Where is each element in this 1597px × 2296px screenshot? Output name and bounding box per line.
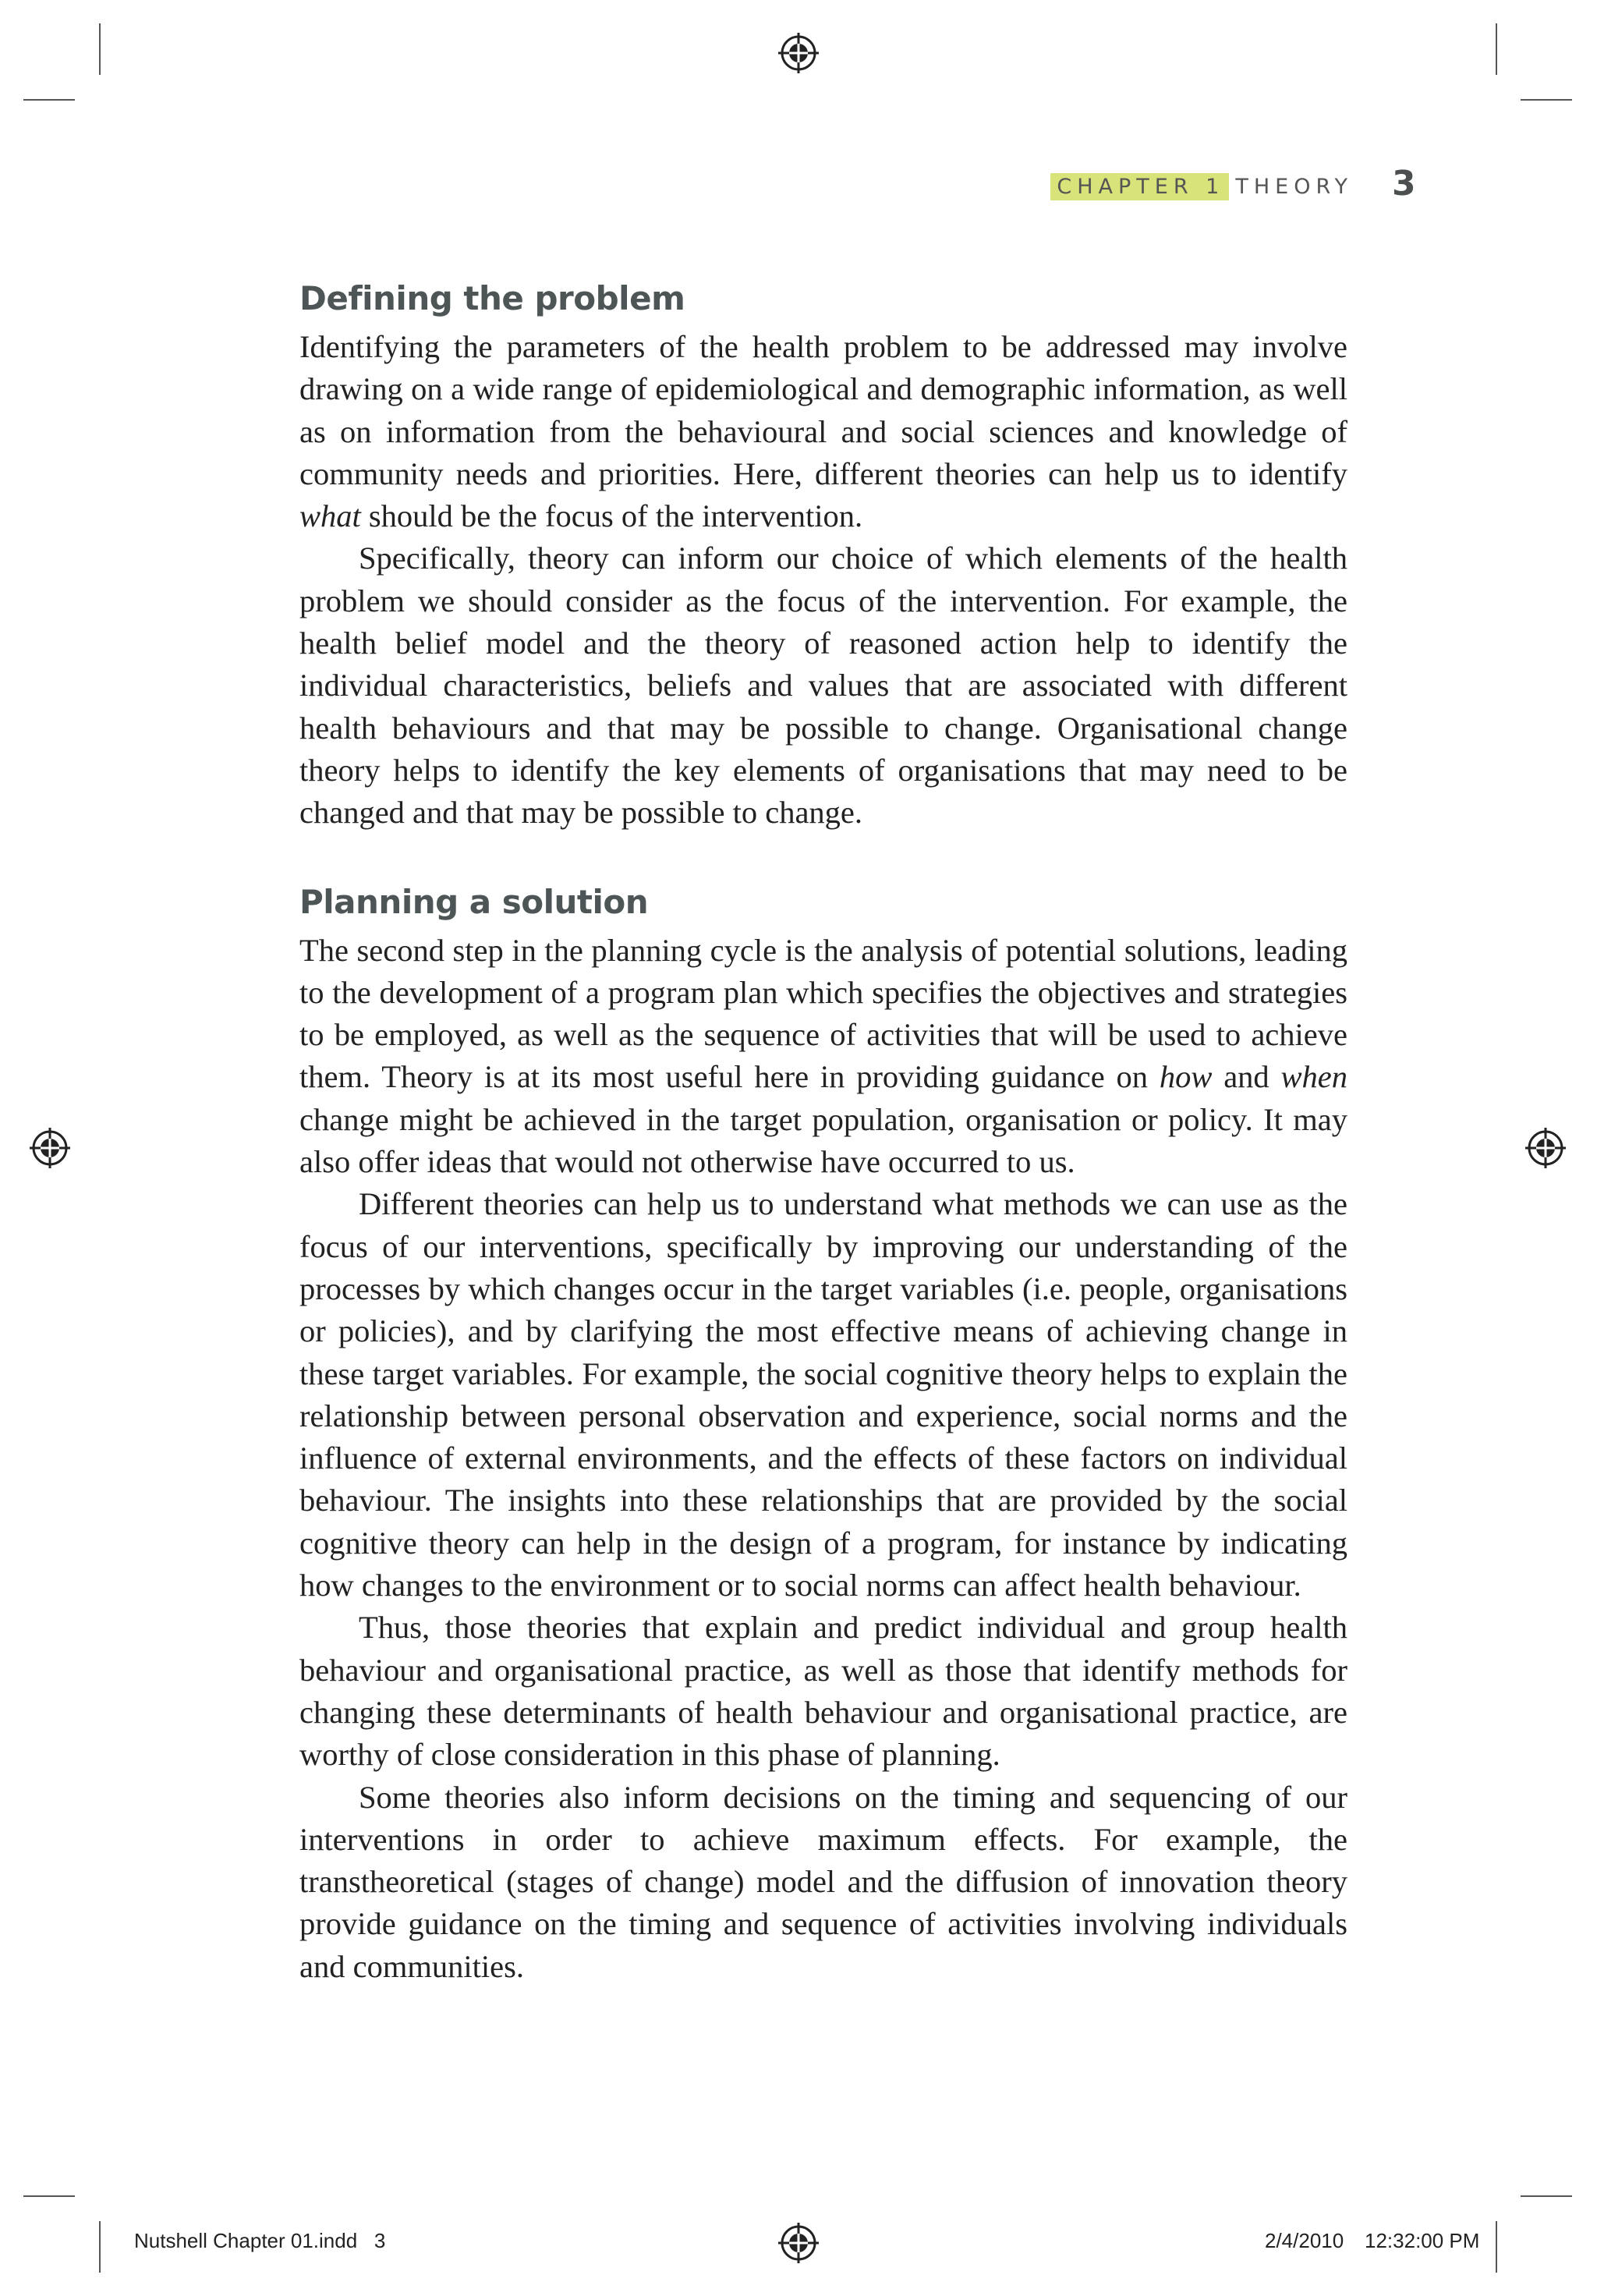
paragraph: Some theories also inform decisions on the timing and sequencing of our interventions in order to achieve maximum effects. For example, the transtheoretical (stages of change) model and the diffusion of innovation theory provide guidance on the timing and sequence of activities involving individuals and communities. [299, 1779, 1347, 1984]
crop-mark [23, 2195, 75, 2197]
crop-mark [99, 23, 101, 75]
chapter-label: CHAPTER 1 [1050, 173, 1229, 200]
slug-time: 12:32:00 PM [1365, 2229, 1480, 2252]
crop-mark [1521, 2195, 1572, 2197]
section-heading: Planning a solution [299, 882, 649, 921]
page-number: 3 [1392, 164, 1416, 204]
paragraph: The second step in the planning cycle is the analysis of potential solutions, leading to the development of a program plan which specifies the objectives and strategies to be employed, as well as the sequence of activities that will be used to achieve them. Theory is at its most useful here in providing guidance on how and when change might be achieved in the target population, organisation or policy. It may also offer ideas that would not otherwise have occurred to us. [299, 932, 1348, 1180]
section-heading: Defining the problem [299, 279, 685, 317]
paragraph: Thus, those theories that explain and predict individual and group health behaviour and organisational practice, as well as those that identify methods for changing these determinants of health behaviour and organisational practice, are worthy of close consideration in this phase of planning. [299, 1610, 1347, 1773]
crop-mark [23, 99, 75, 101]
crop-mark [1521, 99, 1572, 101]
paragraph: Different theories can help us to understand what methods we can use as the focus of our interventions, specifically by improving our understanding of the processes by which changes occur in the target variables (i.e. people, organisations or policies), and by clarifying the most effective means of achieving change in these target variables. For example, the social cognitive theory helps to explain the relationship between personal observation and experience, social norms and the influence of external environments, and the effects of these factors on individual behaviour. The insights into these relationships that are provided by the social cognitive theory can help in the design of a program, for instance by indicating how changes to the environment or to social norms can affect health behaviour. [299, 1186, 1347, 1603]
registration-mark-icon [1525, 1128, 1566, 1168]
page-body [299, 271, 1347, 1988]
registration-mark-icon [30, 1128, 70, 1168]
paragraph: Identifying the parameters of the health problem to be addressed may involve drawing on a wide range of epidemiological and demographic information, as well as on information from the behavioural and social sciences and knowledge of community needs and priorities. Here, different theories can help us to identify what should be the focus of the intervention. [299, 329, 1347, 534]
running-head [1050, 173, 1353, 200]
crop-mark [1496, 23, 1497, 75]
slug-filename: Nutshell Chapter 01.indd 3 [134, 2229, 386, 2252]
registration-mark-icon [778, 2223, 819, 2263]
crop-mark [99, 2221, 101, 2273]
slug-date: 2/4/2010 [1265, 2229, 1344, 2252]
section-label: THEORY [1235, 175, 1353, 199]
paragraph: Specifically, theory can inform our choice of which elements of the health problem we should consider as the focus of the intervention. For example, the health belief model and the theory of reasoned action help to identify the individual characteristics, beliefs and values that are associated with different health behaviours and that may be possible to change. Organisational change theory helps to identify the key elements of organisations that may need to be changed and that may be possible to change. [299, 540, 1347, 831]
registration-mark-icon [778, 33, 819, 73]
crop-mark [1496, 2221, 1497, 2273]
